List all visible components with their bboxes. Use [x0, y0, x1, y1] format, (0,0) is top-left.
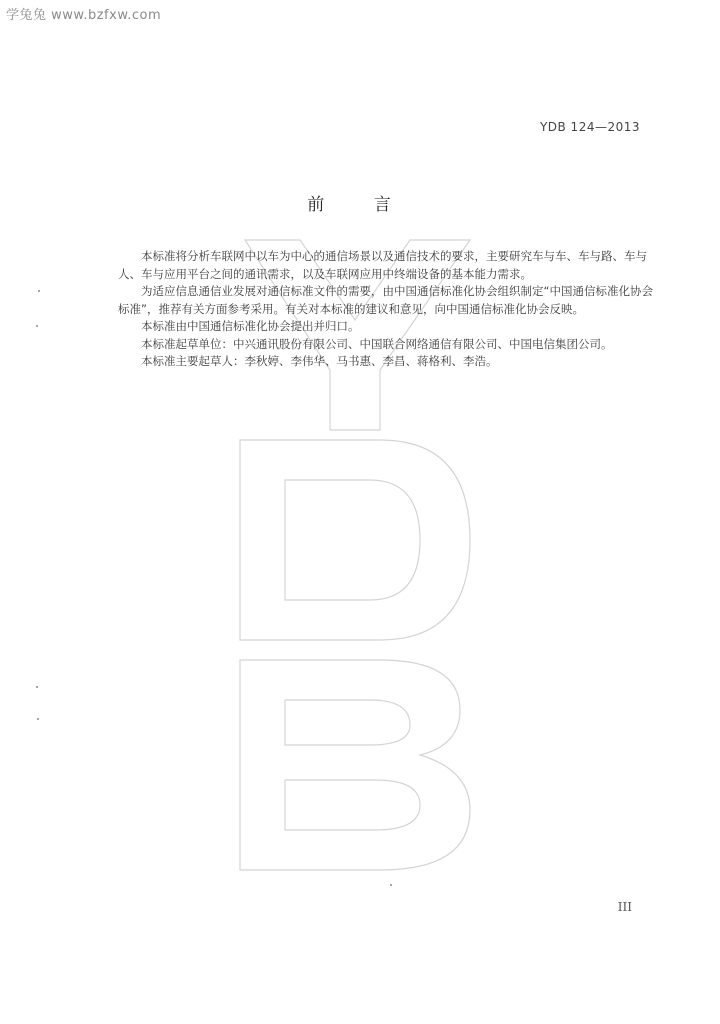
- scan-speck: [390, 884, 392, 886]
- site-watermark-text: 学兔兔 www.bzfxw.com: [6, 8, 162, 23]
- document-code: YDB 124—2013: [539, 120, 640, 134]
- page-title: 前 言: [307, 195, 413, 215]
- scan-speck: [36, 686, 38, 688]
- paragraph-drafting-units: 本标准起草单位：中兴通讯股份有限公司、中国联合网络通信有限公司、中国电信集团公司。: [141, 336, 613, 351]
- paragraph-scope: 本标准将分析车联网中以车为中心的通信场景以及通信技术的要求，主要研究车与车、车与路、车与人、车与应用平台之间的通讯需求，以及车联网应用中终端设备的基本能力需求。: [118, 249, 647, 281]
- paragraph-purpose: 为适应信息通信业发展对通信标准文件的需要，由中国通信标准化协会组织制定“中国通信标准化协会标准”，推荐有关方面参考采用。有关对本标准的建议和意见，向中国通信标准化协会反映。: [118, 284, 653, 316]
- paragraph-drafters: 本标准主要起草人：李秋婷、李伟华、马书惠、李昌、蒋格利、李浩。: [141, 354, 498, 368]
- scan-speck: [37, 718, 39, 720]
- foreword-body: [118, 248, 660, 371]
- paragraph-proposer: 本标准由中国通信标准化协会提出并归口。: [141, 319, 360, 333]
- scan-speck: [36, 325, 38, 327]
- scan-speck: [38, 290, 40, 292]
- page-number: III: [617, 900, 632, 914]
